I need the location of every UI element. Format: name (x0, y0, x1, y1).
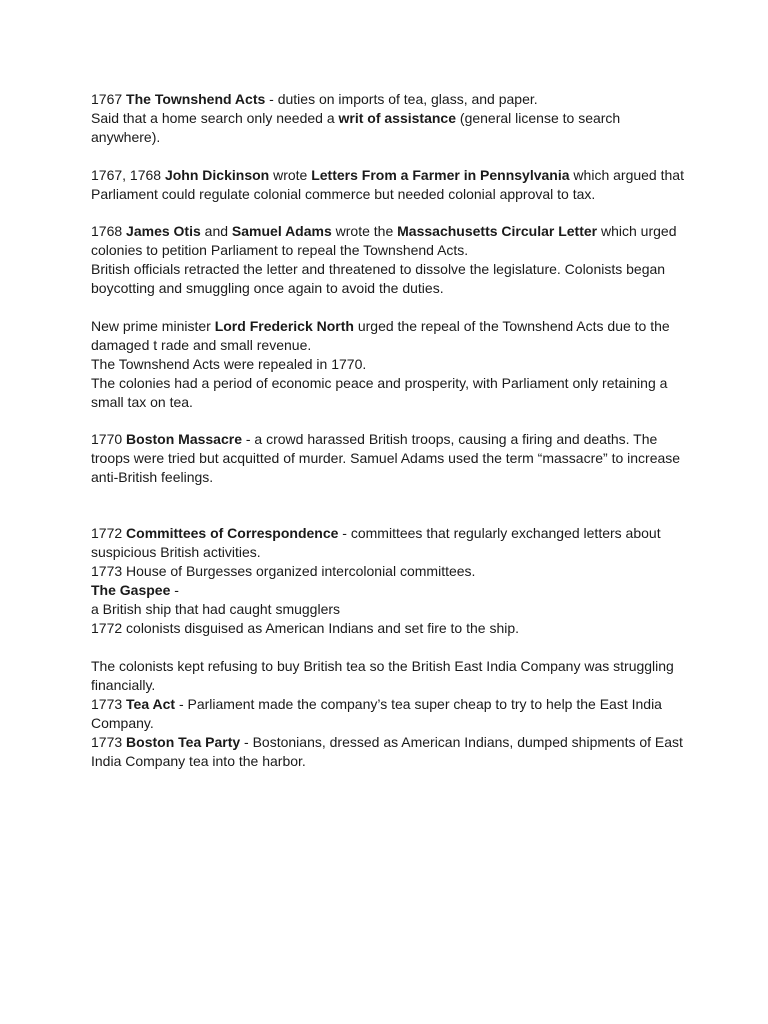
text-line (91, 260, 691, 298)
text-line (91, 619, 691, 638)
text-run: which urged colonies to petition Parliament to repeal the Townshend Acts. (91, 223, 677, 258)
note-paragraph (91, 317, 691, 412)
text-run: The colonists kept refusing to buy British tea so the British East India Company was struggling financially. (91, 657, 674, 693)
note-paragraph (91, 166, 691, 204)
text-run: - Bostonians, dressed as American Indians, dumped shipments of East India Company tea into the harbor. (91, 733, 683, 769)
bold-term: Committees of Correspondence (126, 525, 339, 541)
bold-term: James Otis (126, 223, 201, 239)
bold-term: Letters From a Farmer in Pennsylvania (311, 166, 570, 183)
note-paragraph (91, 90, 691, 147)
text-run: - (170, 582, 179, 598)
text-run: and (200, 223, 232, 239)
text-line (91, 600, 691, 619)
text-run: The Townshend Acts were repealed in 1770. (91, 355, 367, 372)
text-run: The colonies had a period of economic peace and prosperity, with Parliament only retaining a small tax on tea. (91, 374, 668, 410)
text-line (91, 695, 691, 733)
text-run: which argued that Parliament could regulate colonial commerce but needed colonial approval to tax. (91, 166, 684, 202)
text-run: 1772 colonists disguised as American Indians and set fire to the ship. (91, 620, 520, 636)
text-line (91, 733, 691, 771)
note-paragraph (91, 657, 691, 771)
text-run: - committees that regularly exchanged letters about suspicious British activities. (91, 525, 661, 560)
text-line (91, 355, 691, 374)
text-run: 1770 (91, 431, 127, 447)
bold-term: Tea Act (126, 695, 176, 712)
text-run: (general license to search anywhere). (91, 110, 621, 145)
text-line (91, 657, 691, 695)
bold-term: John Dickinson (164, 166, 270, 183)
text-run: a British ship that had caught smugglers (91, 601, 341, 617)
document-page (91, 90, 691, 789)
text-run: 1767 (91, 91, 127, 107)
bold-term: The Gaspee (91, 582, 171, 598)
bold-term: Samuel Adams (231, 223, 332, 239)
text-run: 1768 (91, 223, 127, 239)
note-paragraph (91, 524, 691, 638)
text-run: 1772 (91, 525, 127, 541)
text-line (91, 562, 691, 581)
text-run: Said that a home search only needed a (91, 110, 339, 126)
text-line (91, 222, 691, 260)
bold-term: Boston Massacre (126, 431, 242, 447)
text-run: wrote the (331, 223, 398, 239)
text-line (91, 430, 691, 487)
text-run: wrote (269, 166, 312, 183)
text-run: New prime minister (91, 317, 215, 334)
bold-term: Boston Tea Party (126, 733, 241, 750)
text-run: 1767, 1768 (91, 166, 165, 183)
note-paragraph (91, 430, 691, 487)
text-run: - duties on imports of tea, glass, and paper. (265, 91, 538, 107)
text-line (91, 166, 691, 204)
text-line (91, 109, 691, 147)
text-line (91, 524, 691, 562)
bold-term: Lord Frederick North (214, 317, 354, 334)
text-run: 1773 (91, 733, 127, 750)
text-line (91, 317, 691, 355)
bold-term: Massachusetts Circular Letter (397, 223, 598, 239)
text-run: British officials retracted the letter and threatened to dissolve the legislature. Colonists began boycotting and smuggling once again to avoid the duties. (91, 261, 666, 296)
bold-term: The Townshend Acts (126, 91, 266, 107)
text-run: 1773 (91, 695, 127, 712)
text-line (91, 90, 691, 109)
note-paragraph (91, 222, 691, 298)
text-line (91, 374, 691, 412)
bold-term: writ of assistance (338, 110, 457, 126)
text-run: urged the repeal of the Townshend Acts due to the damaged t rade and small revenue. (91, 317, 670, 353)
text-run: - a crowd harassed British troops, causing a firing and deaths. The troops were tried but acquitted of murder. Samuel Adams used the term “massacre” to increase anti-British feelings. (91, 431, 681, 485)
text-run: - Parliament made the company’s tea super cheap to try to help the East India Company. (91, 695, 662, 731)
text-run: 1773 House of Burgesses organized intercolonial committees. (91, 563, 476, 579)
text-line (91, 581, 691, 600)
